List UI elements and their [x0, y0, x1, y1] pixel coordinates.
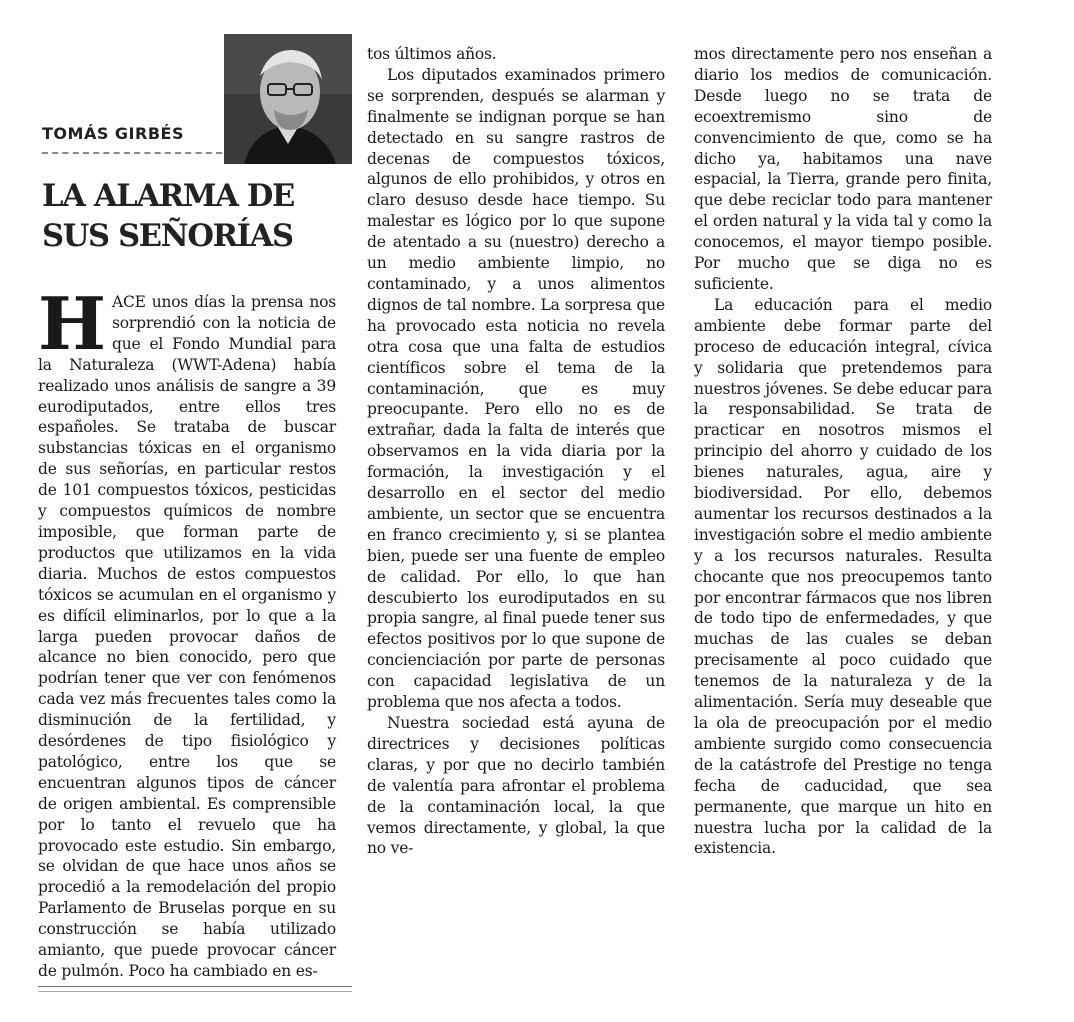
paragraph: Nuestra sociedad está ayuna de directrices y decisiones políticas claras, y por que no decirlo también de valentía para afrontar el problema de la contaminación local, la que vemos directamente, y global, la que no ve- — [367, 714, 665, 858]
column-2 — [367, 44, 665, 859]
paragraph: tos últimos años. — [367, 45, 497, 63]
paragraph: La educación para el medio ambiente debe formar parte del proceso de educación integral, cívica y solidaria que pretendemos para nuestros jóvenes. Se debe educar para la responsabilidad. Se trata de practicar en nosotros mismos el principio del ahorro y cuidado de los bienes naturales, agua, aire y biodiversidad. Por ello, debemos aumentar los recursos destinados a la investigación sobre el medio ambiente y a los recursos naturales. Resulta chocante que nos preocupemos tanto por encontrar fármacos que nos libren de todo tipo de enfermedades, y que muchas de las cuales se deban precisamente al poco cuidado que tenemos de la naturaleza y de la alimentación. Sería muy deseable que la ola de preocupación por el medio ambiente surgido como consecuencia de la catástrofe del Prestige no tenga fecha de caducidad, que sea permanente, que marque un hito en nuestra lucha por la calidad de la existencia. — [694, 295, 992, 858]
author-byline: TOMÁS GIRBÉS — [42, 124, 184, 143]
byline-divider — [42, 152, 222, 154]
author-photo — [224, 34, 352, 164]
paragraph — [38, 281, 336, 982]
drop-cap: H — [38, 281, 107, 366]
paragraph-text: unos días la prensa nos sorprendió con la noticia de que el Fondo Mundial para la Naturaleza (WWT-Adena) había realizado unos análisis de sangre a 39 eurodiputados, entre ellos tres españoles. Se trataba de buscar substancias tóxicas en el organismo de sus señorías, en particular restos de 101 compuestos tóxicos, pesticidas y compuestos químicos de nombre imposible, que forman parte de productos que utilizamos en la vida diaria. Muchos de estos compuestos tóxicos se acumulan en el organismo y es difícil eliminarlos, por lo que a la larga pueden provocar daños de alcance no bien conocido, pero que podrían tener que ver con fenómenos cada vez más frecuentes tales como la disminución de la fertilidad, y desórdenes de tipo fisiológico y patológico, entre los que se encuentran algunos tipos de cáncer de origen ambiental. Es comprensible por lo tanto el revuelo que ha provocado este estudio. Sin embargo, se olvidan de que hace unos años se procedió a la remodelación del propio Parlamento de Bruselas porque en su construcción se había utilizado amianto, que puede provocar cáncer de pulmón. Poco ha cambiado en es- — [38, 293, 336, 980]
column-1 — [38, 281, 336, 982]
lead-in: ACE — [112, 293, 146, 311]
author-portrait-icon — [224, 34, 352, 164]
column-end-rule — [38, 986, 352, 987]
column-3 — [694, 44, 992, 859]
paragraph: mos directamente pero nos enseñan a diario los medios de comunicación. Desde luego no se trata de ecoextremismo sino de convencimiento de que, como se ha dicho ya, habitamos una nave espacial, la Tierra, grande pero finita, que debe reciclar todo para mantener el orden natural y la vida tal y como la conocemos, el mayor tiempo posible. Por mucho que se diga no es suficiente. — [694, 45, 992, 293]
column-end-rule-secondary — [38, 991, 352, 992]
article-headline: LA ALARMA DE SUS SEÑORÍAS — [42, 178, 294, 254]
paragraph: Los diputados examinados primero se sorprenden, después se alarman y finalmente se indignan porque se han detectado en su sangre rastros de decenas de compuestos tóxicos, algunos de ello prohibidos, y otros en claro desuso desde hace tiempo. Su malestar es lógico por lo que supone de atentado a su (nuestro) derecho a un medio ambiente limpio, no contaminado, y a unos alimentos dignos de tal nombre. La sorpresa que ha provocado esta noticia no revela otra cosa que una falta de estudios científicos sobre el tema de la contaminación, que es muy preocupante. Pero ello no es de extrañar, dada la falta de interés que observamos en la vida diaria por la formación, la investigación y el desarrollo en el sector del medio ambiente, un sector que se encuentra en franco crecimiento y, si se plantea bien, puede ser una fuente de empleo de calidad. Por ello, lo que han descubierto los eurodiputados en su propia sangre, al final puede tener sus efectos positivos por lo que supone de concienciación por parte de personas con capacidad legislativa de un problema que nos afecta a todos. — [367, 65, 665, 712]
